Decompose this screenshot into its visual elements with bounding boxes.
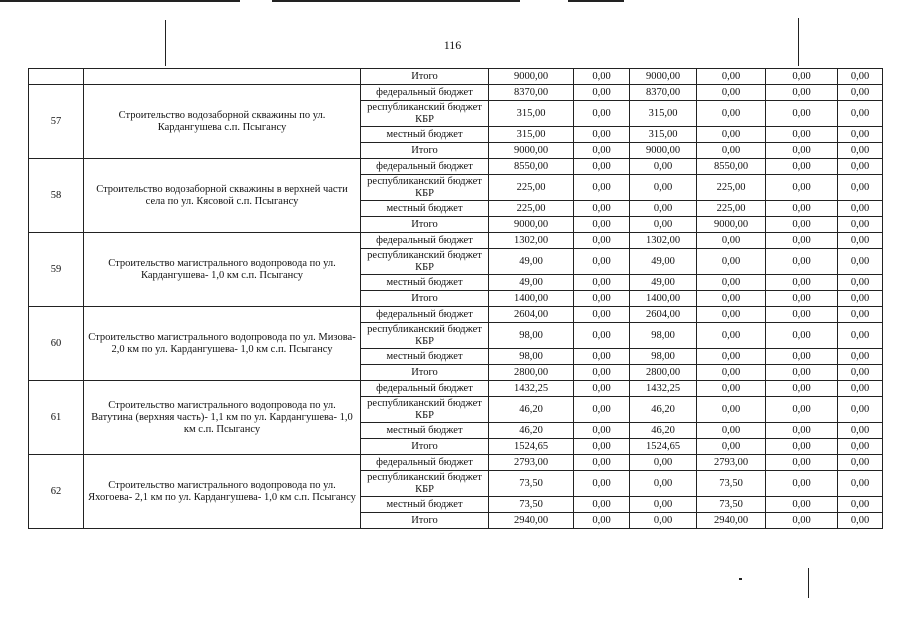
continuation-name-cell [84,69,361,85]
value-cell: 0,00 [838,365,883,381]
value-cell: 0,00 [766,69,838,85]
value-cell: 0,00 [574,143,630,159]
value-cell: 9000,00 [697,217,766,233]
value-cell: 0,00 [766,513,838,529]
value-cell: 73,50 [489,471,574,497]
value-cell: 0,00 [766,423,838,439]
value-cell: 0,00 [574,397,630,423]
value-cell: 0,00 [838,423,883,439]
value-cell: 1302,00 [630,233,697,249]
value-cell: 46,20 [489,423,574,439]
value-cell: 0,00 [574,471,630,497]
value-cell: 9000,00 [630,69,697,85]
value-cell: 2793,00 [697,455,766,471]
value-cell: 1400,00 [630,291,697,307]
value-cell: 0,00 [574,365,630,381]
funding-source: Итого [361,69,489,85]
value-cell: 9000,00 [489,217,574,233]
value-cell: 0,00 [574,217,630,233]
project-number: 59 [29,233,84,307]
table-row [29,85,883,101]
value-cell: 0,00 [766,249,838,275]
value-cell: 0,00 [838,143,883,159]
value-cell: 0,00 [574,497,630,513]
value-cell: 0,00 [766,439,838,455]
value-cell: 0,00 [838,85,883,101]
value-cell: 0,00 [766,397,838,423]
value-cell: 0,00 [574,381,630,397]
value-cell: 0,00 [766,381,838,397]
value-cell: 8370,00 [489,85,574,101]
value-cell: 1524,65 [489,439,574,455]
value-cell: 2793,00 [489,455,574,471]
value-cell: 0,00 [697,365,766,381]
value-cell: 0,00 [766,291,838,307]
scan-artifact-dot [739,578,742,580]
value-cell: 0,00 [766,101,838,127]
value-cell: 49,00 [489,249,574,275]
value-cell: 0,00 [766,365,838,381]
value-cell: 2604,00 [630,307,697,323]
funding-source: местный бюджет [361,127,489,143]
value-cell: 73,50 [489,497,574,513]
value-cell: 0,00 [574,439,630,455]
value-cell: 0,00 [697,397,766,423]
project-number: 58 [29,159,84,233]
funding-source: федеральный бюджет [361,233,489,249]
value-cell: 0,00 [574,455,630,471]
value-cell: 0,00 [574,159,630,175]
value-cell: 0,00 [697,275,766,291]
project-name: Строительство магистрального водопровода по ул. Ватутина (верхняя часть)- 1,1 км по ул. Кардангушева- 1,0 км с.п. Псыгансу [84,381,361,455]
value-cell: 0,00 [766,85,838,101]
funding-source: Итого [361,439,489,455]
value-cell: 98,00 [630,323,697,349]
table-row [29,159,883,175]
value-cell: 0,00 [838,397,883,423]
value-cell: 0,00 [574,175,630,201]
project-number: 57 [29,85,84,159]
value-cell: 98,00 [489,349,574,365]
value-cell: 8550,00 [697,159,766,175]
value-cell: 0,00 [630,471,697,497]
value-cell: 1302,00 [489,233,574,249]
page-number: 116 [443,38,462,52]
value-cell: 0,00 [630,201,697,217]
value-cell: 0,00 [574,101,630,127]
value-cell: 0,00 [574,291,630,307]
value-cell: 49,00 [630,275,697,291]
value-cell: 315,00 [630,101,697,127]
value-cell: 0,00 [630,217,697,233]
value-cell: 0,00 [697,381,766,397]
funding-source: федеральный бюджет [361,455,489,471]
value-cell: 8370,00 [630,85,697,101]
funding-source: местный бюджет [361,349,489,365]
value-cell: 0,00 [838,101,883,127]
value-cell: 0,00 [838,349,883,365]
value-cell: 0,00 [574,275,630,291]
scan-artifact-vertical-bottom-right [808,568,809,598]
funding-source: республиканский бюджет КБР [361,397,489,423]
value-cell: 0,00 [766,307,838,323]
value-cell: 225,00 [489,175,574,201]
value-cell: 0,00 [574,233,630,249]
value-cell: 0,00 [697,291,766,307]
funding-source: местный бюджет [361,201,489,217]
value-cell: 0,00 [838,249,883,275]
value-cell: 0,00 [630,159,697,175]
project-name: Строительство водозаборной скважины по ул. Кардангушева с.п. Псыгансу [84,85,361,159]
value-cell: 0,00 [574,349,630,365]
project-name: Строительство магистрального водопровода по ул. Яхогоева- 2,1 км по ул. Кардангушева- 1,0 км с.п. Псыгансу [84,455,361,529]
value-cell: 2800,00 [489,365,574,381]
value-cell: 0,00 [838,307,883,323]
funding-source: Итого [361,143,489,159]
value-cell: 49,00 [489,275,574,291]
value-cell: 1524,65 [630,439,697,455]
value-cell: 0,00 [838,275,883,291]
value-cell: 0,00 [766,455,838,471]
project-name: Строительство магистрального водопровода по ул. Кардангушева- 1,0 км с.п. Псыгансу [84,233,361,307]
funding-source: федеральный бюджет [361,307,489,323]
project-number: 60 [29,307,84,381]
value-cell: 0,00 [697,349,766,365]
table-body [29,69,883,529]
continuation-number-cell [29,69,84,85]
value-cell: 73,50 [697,497,766,513]
table-row [29,307,883,323]
budget-table [28,68,883,529]
funding-source: местный бюджет [361,497,489,513]
value-cell: 0,00 [697,143,766,159]
table-row [29,381,883,397]
value-cell: 0,00 [630,513,697,529]
table-row [29,233,883,249]
project-number: 62 [29,455,84,529]
value-cell: 0,00 [766,175,838,201]
value-cell: 0,00 [766,217,838,233]
value-cell: 0,00 [838,127,883,143]
project-number: 61 [29,381,84,455]
funding-source: Итого [361,365,489,381]
value-cell: 98,00 [489,323,574,349]
value-cell: 9000,00 [630,143,697,159]
value-cell: 0,00 [574,513,630,529]
value-cell: 0,00 [574,423,630,439]
value-cell: 0,00 [766,349,838,365]
value-cell: 0,00 [838,439,883,455]
value-cell: 0,00 [838,497,883,513]
value-cell: 73,50 [697,471,766,497]
funding-source: федеральный бюджет [361,159,489,175]
value-cell: 49,00 [630,249,697,275]
scan-artifact-top-left [0,0,240,2]
funding-source: республиканский бюджет КБР [361,101,489,127]
value-cell: 9000,00 [489,69,574,85]
value-cell: 2604,00 [489,307,574,323]
value-cell: 0,00 [574,127,630,143]
funding-source: Итого [361,291,489,307]
value-cell: 315,00 [489,127,574,143]
scan-artifact-top-center [272,0,520,2]
project-name: Строительство магистрального водопровода по ул. Мизова- 2,0 км по ул. Кардангушева- 1,0 км с.п. Псыгансу [84,307,361,381]
value-cell: 0,00 [630,455,697,471]
value-cell: 0,00 [697,307,766,323]
value-cell: 0,00 [574,201,630,217]
funding-source: республиканский бюджет КБР [361,175,489,201]
value-cell: 8550,00 [489,159,574,175]
value-cell: 2940,00 [489,513,574,529]
funding-source: федеральный бюджет [361,85,489,101]
value-cell: 0,00 [697,423,766,439]
value-cell: 0,00 [630,497,697,513]
value-cell: 0,00 [574,85,630,101]
value-cell: 0,00 [630,175,697,201]
value-cell: 0,00 [574,323,630,349]
value-cell: 0,00 [766,497,838,513]
scan-artifact-top-right [568,0,624,2]
value-cell: 0,00 [838,323,883,349]
value-cell: 2940,00 [697,513,766,529]
value-cell: 2800,00 [630,365,697,381]
project-name: Строительство водозаборной скважины в верхней части села по ул. Кясовой с.п. Псыгансу [84,159,361,233]
value-cell: 315,00 [630,127,697,143]
value-cell: 0,00 [838,513,883,529]
value-cell: 0,00 [574,307,630,323]
value-cell: 0,00 [766,323,838,349]
value-cell: 0,00 [838,291,883,307]
value-cell: 0,00 [838,381,883,397]
value-cell: 0,00 [697,101,766,127]
value-cell: 225,00 [697,201,766,217]
value-cell: 0,00 [838,201,883,217]
value-cell: 0,00 [574,249,630,275]
value-cell: 0,00 [838,217,883,233]
funding-source: Итого [361,217,489,233]
value-cell: 1400,00 [489,291,574,307]
funding-source: местный бюджет [361,275,489,291]
funding-source: федеральный бюджет [361,381,489,397]
value-cell: 0,00 [697,439,766,455]
value-cell: 98,00 [630,349,697,365]
value-cell: 0,00 [574,69,630,85]
value-cell: 315,00 [489,101,574,127]
value-cell: 0,00 [766,233,838,249]
value-cell: 0,00 [838,455,883,471]
value-cell: 0,00 [838,69,883,85]
value-cell: 1432,25 [489,381,574,397]
value-cell: 0,00 [766,201,838,217]
value-cell: 0,00 [697,69,766,85]
value-cell: 0,00 [766,471,838,497]
value-cell: 0,00 [697,249,766,275]
table-row [29,455,883,471]
value-cell: 0,00 [697,127,766,143]
value-cell: 0,00 [697,233,766,249]
value-cell: 225,00 [697,175,766,201]
value-cell: 0,00 [838,233,883,249]
funding-source: республиканский бюджет КБР [361,323,489,349]
funding-source: республиканский бюджет КБР [361,249,489,275]
value-cell: 46,20 [630,397,697,423]
value-cell: 0,00 [697,85,766,101]
value-cell: 0,00 [697,323,766,349]
value-cell: 46,20 [630,423,697,439]
value-cell: 0,00 [766,143,838,159]
value-cell: 9000,00 [489,143,574,159]
funding-source: республиканский бюджет КБР [361,471,489,497]
value-cell: 0,00 [766,159,838,175]
value-cell: 46,20 [489,397,574,423]
value-cell: 225,00 [489,201,574,217]
value-cell: 0,00 [838,471,883,497]
value-cell: 0,00 [766,275,838,291]
value-cell: 0,00 [766,127,838,143]
value-cell: 0,00 [838,175,883,201]
funding-source: местный бюджет [361,423,489,439]
value-cell: 1432,25 [630,381,697,397]
funding-source: Итого [361,513,489,529]
continuation-row [29,69,883,85]
value-cell: 0,00 [838,159,883,175]
